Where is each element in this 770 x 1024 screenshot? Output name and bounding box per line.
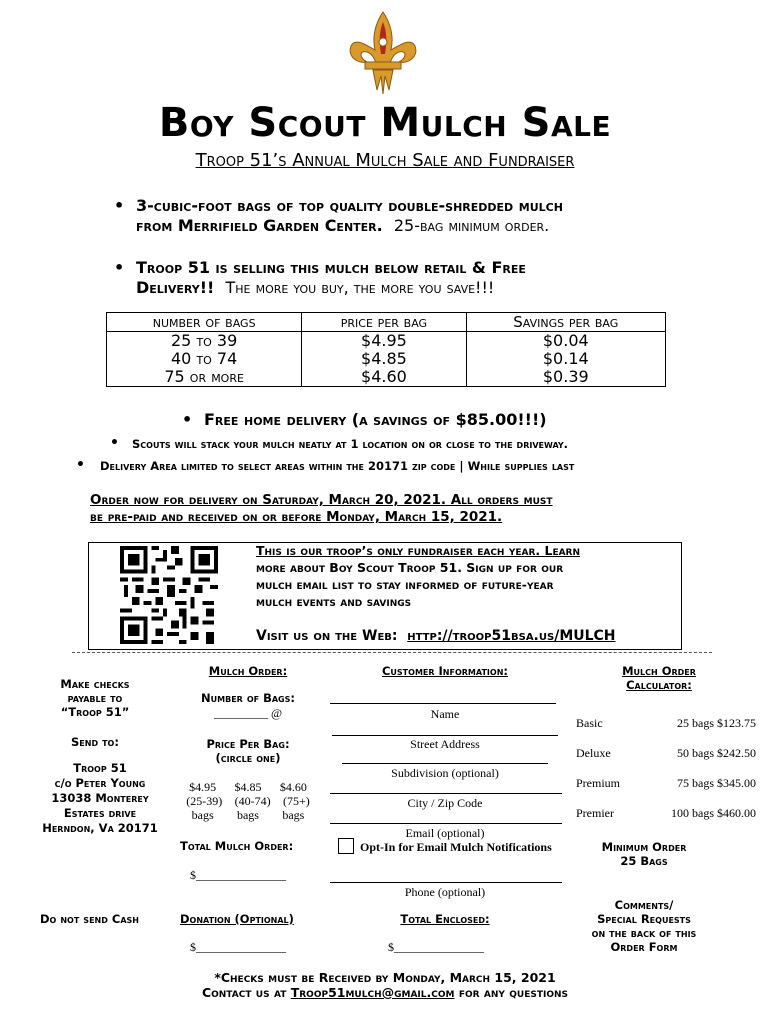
checks-deadline: *Checks must be Received by Monday, March 15, 2021 — [214, 970, 556, 985]
contact-email-link[interactable]: Troop51mulch@gmail.com — [290, 985, 455, 1000]
phone-input-line[interactable] — [330, 882, 562, 883]
table-cell: 75 or more — [107, 368, 302, 387]
do-not-send-cash: Do not send Cash — [40, 912, 139, 926]
city-label: City / Zip Code — [407, 796, 483, 810]
calculator-heading: Mulch Order Calculator: — [622, 664, 696, 692]
bullet-below-retail: • Troop 51 is selling this mulch below retail & Free Delivery!! The more you buy, the more you save!!! — [114, 258, 526, 297]
table-row — [107, 350, 666, 368]
donation-field[interactable]: $_______________ — [190, 940, 286, 954]
table-row — [107, 368, 666, 387]
visit-web: Visit us on the Web: http://troop51bsa.us/MULCH — [256, 628, 616, 644]
table-cell: $0.14 — [466, 350, 665, 368]
page-subtitle: Troop 51’s Annual Mulch Sale and Fundraiser — [195, 150, 575, 171]
comments-note: Comments/ Special Requests on the back of this Order Form — [591, 898, 697, 954]
fleur-de-lis-icon — [345, 10, 421, 100]
donation-label: Donation (Optional) — [180, 912, 294, 926]
bullet-delivery-area: • Delivery Area limited to select areas within the 20171 zip code | While supplies last — [76, 457, 575, 473]
list-item: Premier 100 bags $460.00 — [576, 806, 756, 820]
street-label: Street Address — [410, 737, 480, 751]
bullet-stacking: • Scouts will stack your mulch neatly at 1 location on or close to the driveway. — [110, 435, 569, 451]
table-row — [107, 332, 666, 351]
table-cell: $4.85 — [302, 350, 466, 368]
email-label: Email (optional) — [405, 826, 485, 840]
phone-label: Phone (optional) — [404, 885, 486, 899]
subdivision-input-line[interactable] — [342, 763, 548, 764]
name-input-line[interactable] — [330, 703, 556, 704]
send-to-label: Send to: — [71, 735, 119, 749]
calculator-list — [576, 708, 766, 828]
bullet-free-delivery: • Free home delivery (a savings of $85.00!!!) — [182, 410, 547, 429]
table-header: price per bag — [302, 313, 466, 332]
circle-one-note: (circle one) — [215, 751, 281, 765]
order-notice: Order now for delivery on Saturday, March 20, 2021. All orders must be pre-paid and received on or before Monday, March 15, 2021. — [90, 492, 553, 525]
table-cell: $4.95 — [302, 332, 466, 351]
list-item: Deluxe 50 bags $242.50 — [576, 746, 756, 760]
number-of-bags-field[interactable]: _________ @ — [213, 706, 283, 720]
street-input-line[interactable] — [332, 735, 558, 736]
city-input-line[interactable] — [330, 793, 562, 794]
price-per-bag-label: Price Per Bag: — [206, 737, 290, 751]
website-link[interactable]: http://troop51bsa.us/MULCH — [407, 628, 616, 644]
price-options[interactable]: $4.95 $4.85 $4.60 (25-39) (40-74) (75+) bags bags bags — [186, 780, 310, 822]
page-title: Boy Scout Mulch Sale — [158, 100, 612, 146]
qr-code-icon[interactable] — [120, 546, 218, 644]
minimum-order-note: Minimum Order 25 Bags — [601, 840, 687, 868]
qr-description: This is our troop’s only fundraiser each year. Learn more about Boy Scout Troop 51. Sign up for our mulch email list to stay informed of future-year mulch events and savings — [256, 543, 581, 609]
make-checks-note: Make checks payable to “Troop 51” — [60, 677, 130, 719]
total-mulch-order-label: Total Mulch Order: — [180, 839, 294, 853]
checkbox-icon[interactable] — [338, 838, 354, 854]
subdivision-label: Subdivision (optional) — [391, 766, 499, 780]
mailing-address: Troop 51 c/o Peter Young 13038 Monterey Estates drive Herndon, Va 20171 — [42, 761, 158, 835]
table-header: Savings per bag — [466, 313, 665, 332]
cut-line-divider — [72, 652, 712, 653]
total-enclosed-label: Total Enclosed: — [400, 912, 490, 926]
customer-info-heading: Customer Information: — [381, 664, 508, 678]
table-cell: 25 to 39 — [107, 332, 302, 351]
list-item: Premium 75 bags $345.00 — [576, 776, 756, 790]
bullet-mulch-quality: • 3-cubic-foot bags of top quality double-shredded mulch from Merrifield Garden Center. 25-bag minimum order. — [114, 196, 563, 235]
total-enclosed-field[interactable]: $_______________ — [388, 940, 484, 954]
mulch-order-heading: Mulch Order: — [208, 664, 288, 678]
email-input-line[interactable] — [330, 823, 562, 824]
table-cell: $0.39 — [466, 368, 665, 387]
table-header: number of bags — [107, 313, 302, 332]
price-table — [106, 312, 666, 387]
opt-in-label: Opt-In for Email Mulch Notifications — [360, 840, 552, 854]
table-cell: 40 to 74 — [107, 350, 302, 368]
table-cell: $0.04 — [466, 332, 665, 351]
contact-line: Contact us at Troop51mulch@gmail.com for any questions — [201, 985, 569, 1000]
list-item: Basic 25 bags $123.75 — [576, 716, 756, 730]
total-mulch-order-field[interactable]: $_______________ — [190, 868, 286, 882]
table-cell: $4.60 — [302, 368, 466, 387]
number-of-bags-label: Number of Bags: — [201, 691, 295, 705]
name-label: Name — [430, 707, 460, 721]
